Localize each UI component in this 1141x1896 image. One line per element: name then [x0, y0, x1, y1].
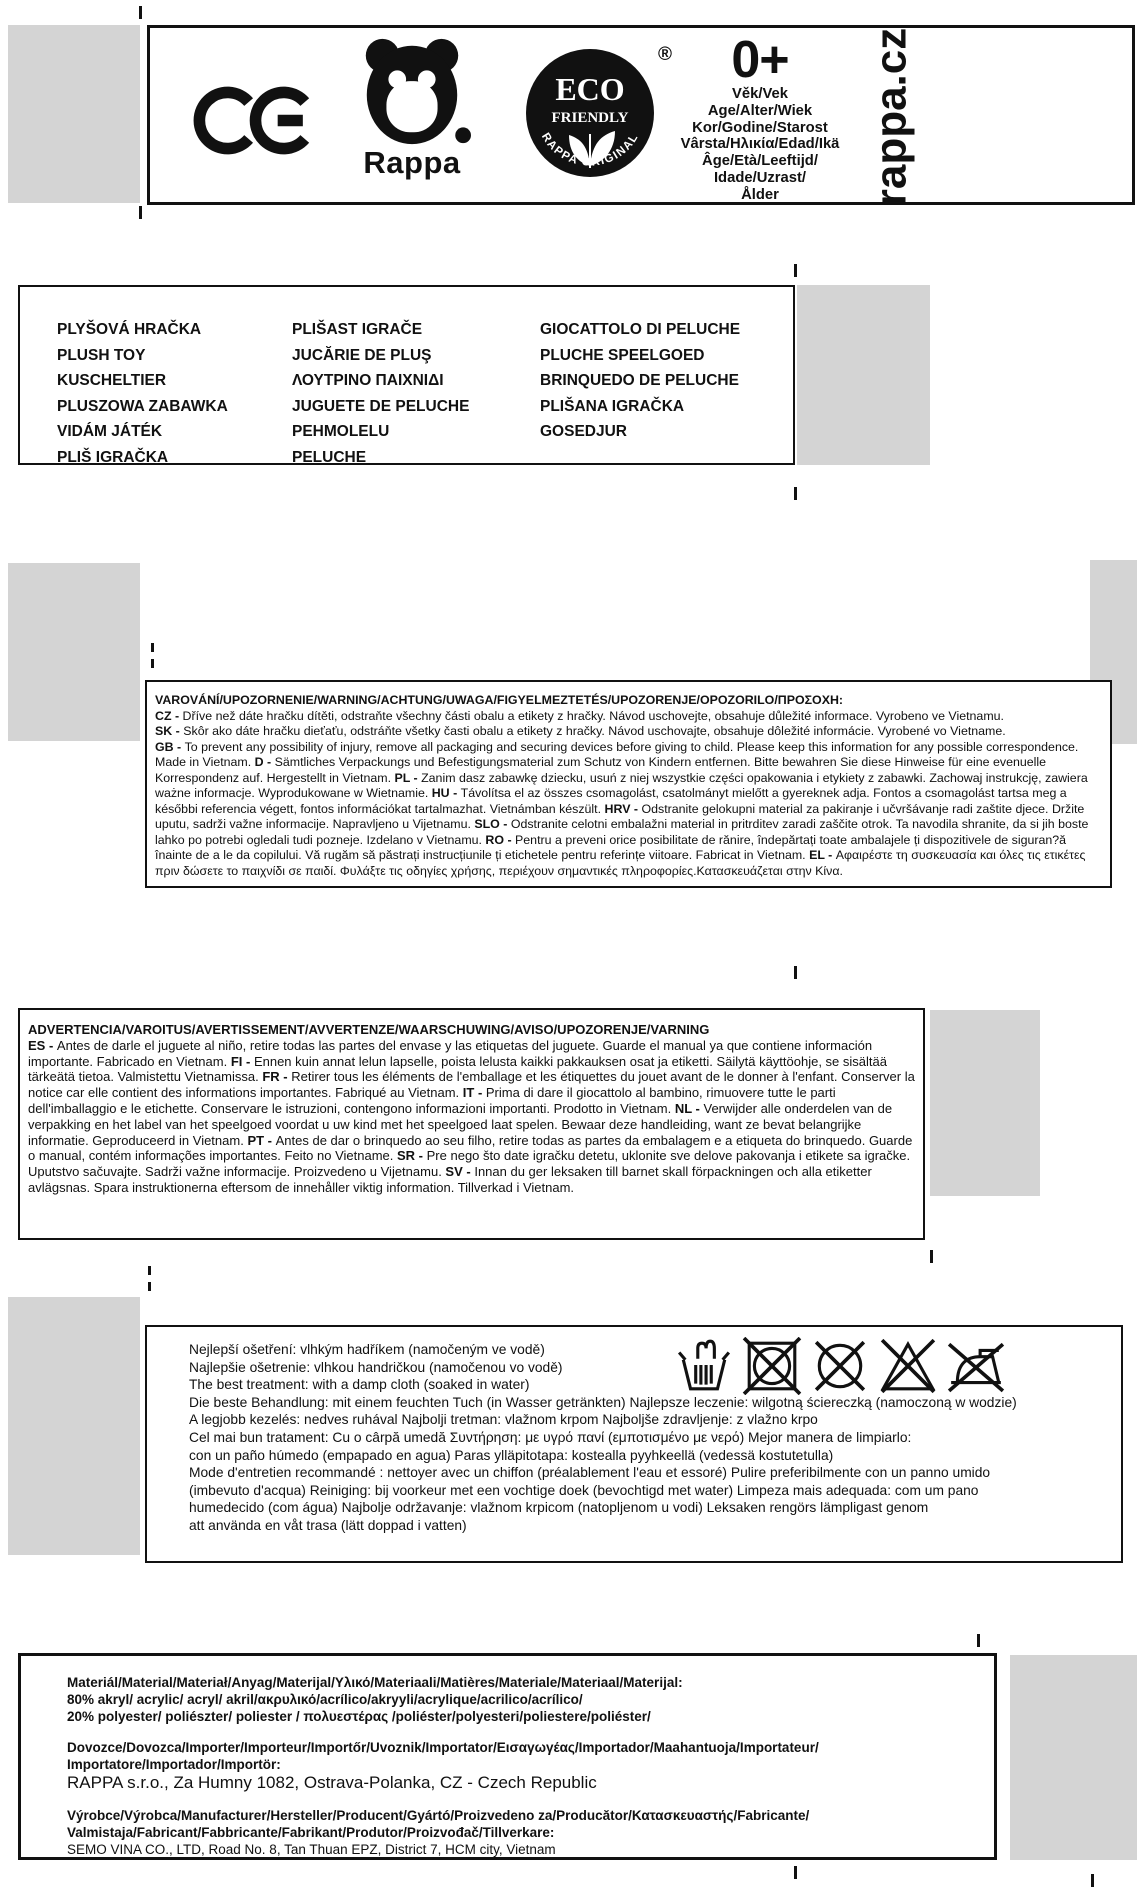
care-instruction-line: con un paño húmedo (empapado en agua) Paras ylläpitotapa: kostealla pyyhkeellä (vedessä kostutetulla)	[189, 1447, 834, 1463]
info-line: 80% akryl/ acrylic/ acryl/ akril/ακρυλικό/acrílico/akryyli/acrylique/acrilico/acrílico/	[67, 1692, 583, 1707]
language-code: GB -	[155, 739, 185, 754]
care-instruction-line: (imbevuto d'acqua) Reiniging: bij voorkeur met een vochtige doek (bevochtigd met water) Limpeza mais adequada: com um pano	[189, 1482, 979, 1498]
info-paragraph	[67, 1841, 994, 1858]
product-names-column-2	[292, 317, 469, 470]
language-code: SV -	[445, 1164, 475, 1180]
product-names-column-1	[57, 317, 228, 470]
info-line: Importatore/Importador/Importör:	[67, 1757, 281, 1772]
crop-mark	[930, 1250, 933, 1263]
product-name: PLUSZOWA ZABAWKA	[57, 397, 228, 415]
brand-name: Rappa	[363, 145, 461, 180]
info-line: 20% polyester/ poliészter/ poliester / πολυεστέρας /poliéster/polyesteri/poliestere/poliéster/	[67, 1709, 651, 1724]
product-names-box	[18, 285, 795, 465]
language-code: SLO -	[474, 817, 511, 831]
registered-trademark-symbol: ®	[658, 44, 672, 65]
language-code: RO -	[485, 832, 516, 847]
age-label-line: Âge/Età/Leeftijd/	[702, 153, 818, 170]
notice-text-segment: Dříve než dáte hračku dítěti, odstraňte všechny části obalu a etikety z hračky. Návod uschovejte, obsahuje důležité informace. Vyrobeno ve Vietnamu.	[182, 708, 1004, 723]
bear-logo-icon	[351, 34, 473, 150]
product-name: VIDÁM JÁTÉK	[57, 423, 163, 440]
age-label-line: Ålder	[741, 186, 779, 203]
notice-text-segment: Prima di dare il giocattolo al bambino, rimuovere tutte le parti dell'imballaggio e le etichette. Conservare le istruzioni, contengono informazioni importanti. Prodotto in Vietnam.	[28, 1085, 836, 1116]
crop-mark	[794, 487, 797, 500]
info-line: Dovozce/Dovozca/Importer/Importeur/Importőr/Uvoznik/Importator/Εισαγωγέας/Importador/Maahantuoja/Importateur/	[67, 1740, 819, 1755]
care-instruction-line: Die beste Behandlung: mit einem feuchten Tuch (in Wasser getränkten) Najlepsze leczenie: wilgotną ściereczką (namoczoną w wodzie)	[189, 1394, 1017, 1410]
notice-text-segment: To prevent any possibility of injury, remove all packaging and securing devices before giving to child. Please keep this information for any possible correspondence. Made in Vietnam.	[155, 739, 1079, 769]
notice-text-segment: Zanim dasz zabawkę dziecku, usuń z niej wszystkie części opakowania i etykiety z zabawki. Zachowaj instrukcję, zawiera ważne informacje. Wyprodukowane w Wietnamie.	[155, 770, 1088, 800]
language-code: CZ -	[155, 708, 183, 723]
notice-text-segment: Pre nego što date igračku detetu, uklonite sve delove pakovanja i etikete sa igračke. Uputstvo sačuvajte. Sadrži važne informacije. Proizvedeno u Vijetnamu.	[28, 1148, 911, 1180]
notice-text-segment: Ennen kuin annat lelun lapselle, poista lelusta kaikki pakkauksen osat ja etiketti. Säilytä käyttöohje, se sisältää tärkeätä tietoa. Valmistettu Vietnamissa.	[28, 1053, 887, 1085]
language-code: HU -	[431, 786, 461, 800]
info-line: Výrobce/Výrobca/Manufacturer/Hersteller/Producent/Gyártó/Proizvedeno za/Producător/Κατασκευαστής/Fabricante/	[67, 1808, 810, 1823]
info-paragraph	[67, 1807, 994, 1841]
notice-text-segment: Odstranite celotni embalažni material in pritrditev zaradi zaščite otrok. Ta navodila shranite, da si jih boste lahko po potrebi ogledali tudi pozneje. Izdelano v Vietnamu.	[155, 817, 1089, 847]
product-names-column-3	[540, 317, 740, 445]
language-code: EL -	[809, 848, 836, 862]
crop-mark	[1091, 1874, 1094, 1887]
care-instruction-line: A legjobb kezelés: nedves ruhával Najbolji tretman: vlažnom krpom Najboljše zdravljenje: z vlažno krpo	[189, 1412, 818, 1428]
info-line: Valmistaja/Fabricant/Fabbricante/Fabrikant/Produtor/Proizvođač/Tillverkare:	[67, 1825, 555, 1840]
notice-text-segment: Pentru a preveni orice posibilitate de rănire, îndepărtați toate ambalajele ți dispozitivele de siguran?ă înainte de a le da copilului. Vă rugăm să păstrați instrucțiunile ți etichetele pentru referințe viitoare. Fabricat in Vietnam.	[155, 832, 1067, 862]
crop-mark	[794, 1866, 797, 1879]
info-line: RAPPA s.r.o., Za Humny 1082, Ostrava-Polanka, CZ - Czech Republic	[67, 1773, 597, 1792]
ce-mark-icon	[178, 68, 328, 178]
grey-panel	[8, 563, 140, 741]
language-code: D -	[254, 755, 275, 769]
care-instruction-line: humedecido (com água) Najbolje održavanje: vlažnom krpicom (natopljenom u vodi) Leksaken rengörs lämpligast genom	[189, 1500, 929, 1516]
crop-mark	[151, 659, 154, 668]
age-value: 0+	[731, 31, 789, 89]
age-label-lines	[674, 86, 846, 204]
care-instruction-line: Najlepšie ošetrenie: vlhkou handričkou (namočenou vo vodě)	[189, 1359, 563, 1375]
product-name: KUSCHELTIER	[57, 372, 167, 389]
product-name: JUGUETE DE PELUCHE	[292, 397, 470, 415]
language-code: IT -	[462, 1085, 486, 1101]
info-line: Materiál/Material/Materiał/Anyag/Materijal/Υλικό/Materiaali/Matières/Materiale/Materiaal/Materijal:	[67, 1675, 683, 1690]
rappa-original-arc-text: RAPPA ORIGINAL	[538, 131, 642, 169]
notice-text-segment: Antes de dar o brinquedo ao seu filho, retire todas as partes da embalagem e a etiqueta do brinquedo. Guarde o manual, contém informações importantes. Feito no Vietname.	[28, 1132, 913, 1164]
age-label-line: Kor/Godine/Starost	[692, 119, 828, 136]
notice-text-segment: Sämtliches Verpackungs und Befestigungsmaterial zum Schutz von Kindern entfernen. Bitte bewahren Sie diese Hinweise für eine evenuelle Korrespondenz auf. Hergestellt in Vietnam.	[155, 755, 1047, 785]
language-code: PT -	[247, 1132, 276, 1148]
product-name: PLIŠAST IGRAČE	[292, 321, 423, 338]
crop-mark	[148, 1266, 151, 1275]
grey-panel	[797, 285, 930, 465]
notice-text-segment: Antes de darle el juguete al niño, retire todas las partes del envase y las etiquetas del juguete. Guarde el manual ya que contiene información importante. Fabricado en Vietnam.	[28, 1037, 873, 1069]
material-importer-manufacturer-box	[18, 1653, 997, 1860]
eco-friendly-badge	[524, 44, 662, 187]
info-paragraphs	[67, 1674, 994, 1858]
header-box	[147, 25, 1135, 205]
advisory-title: ADVERTENCIA/VAROITUS/AVERTISSEMENT/AVVERTENZE/WAARSCHUWING/AVISO/UPOZORENJE/VARNING	[28, 1022, 710, 1037]
info-paragraph	[67, 1739, 994, 1773]
age-label-line: Věk/Vek	[732, 86, 788, 102]
info-paragraph	[67, 1773, 994, 1793]
crop-mark	[139, 206, 142, 219]
product-name: GOSEDJUR	[540, 423, 627, 440]
warning-box	[145, 680, 1112, 888]
language-code: FI -	[230, 1053, 254, 1069]
product-name: PLIŠ IGRAČKA	[57, 448, 169, 466]
language-code: HRV -	[604, 801, 642, 816]
language-code: SK -	[155, 724, 184, 738]
care-instruction-line: Cel mai bun tratament: Cu o cârpă umedă Συντήρηση: με υγρό πανί (εμποτισμένο με νερό) Mejor manera de limpiarlo:	[189, 1429, 912, 1445]
crop-mark	[139, 6, 142, 19]
grey-panel	[930, 1010, 1040, 1196]
notice-text-segment: Innan du ger leksaken till barnet skall förpackningen och alla etiketter avlägsnas. Spara instruktionerna eftersom de innehåller viktig information. Tillverkad i Vietnam.	[28, 1164, 872, 1195]
product-name: PLUCHE SPEELGOED	[540, 346, 705, 364]
friendly-text: FRIENDLY	[551, 110, 629, 126]
age-label-line: Age/Alter/Wiek	[707, 102, 813, 119]
notice-text-segment: Retirer tous les éléments de l'emballage et les étiquettes du jouet avant de le donner à l'enfant. Conserver la notice car elle contient des informations importantes. Fabriqué au Vietnam.	[28, 1069, 915, 1101]
language-code: PL -	[394, 770, 422, 785]
product-name: PLUSH TOY	[57, 346, 146, 364]
care-instruction-line: The best treatment: with a damp cloth (soaked in water)	[189, 1377, 530, 1393]
crop-mark	[977, 1634, 980, 1647]
grey-panel	[8, 1297, 140, 1555]
website-url: rappa.cz	[866, 27, 916, 207]
warning-body	[155, 709, 1100, 880]
notice-text-segment: Verwijder alle onderdelen van de verpakking en het label van het speelgoed voordat u uw kind met het speelgoed laat spelen. Bewaar deze handleiding, want ze bevat belangrijke informatie. Geproduceerd in Vietnam.	[28, 1100, 893, 1148]
age-grading-block	[674, 31, 846, 204]
grey-panel	[8, 25, 140, 203]
advisory-body	[28, 1038, 915, 1196]
eco-text: ECO	[555, 71, 625, 107]
product-name: PLYŠOVÁ HRAČKA	[57, 321, 202, 338]
advisory-box	[18, 1008, 925, 1240]
language-code: SR -	[397, 1148, 427, 1164]
product-name: JUCĂRIE DE PLUŞ	[292, 346, 432, 364]
notice-text-segment: Távolítsa el az összes csomagolást, csatolmányt mielőtt a gyereknek adja. Fontos a csomagolást tartsa meg a későbbi referencia végett, fontos információkat tartalmazhat. Vietnámban készült.	[155, 786, 1067, 816]
language-code: NL -	[674, 1100, 704, 1116]
warning-title: VAROVÁNÍ/UPOZORNENIE/WARNING/ACHTUNG/UWAGA/FIGYELMEZTETÉS/UPOZORENJE/OPOZORILO/ΠΡΟΣΟΧΗ:	[155, 693, 844, 707]
age-label-line: Idade/Uzrast/	[713, 169, 807, 186]
notice-text-segment: Αφαιρέστε τη συσκευασία και όλες τις ετικέτες πριν δώσετε το παιχνίδι σε παιδί. Φυλάξτε τις οδηγίες χρήσης, περιέχουν σημαντικές πληροφορίες.Κατασκευάζεται στην Κίνα.	[155, 848, 1086, 878]
product-name: BRINQUEDO DE PELUCHE	[540, 372, 739, 389]
care-instructions-box	[145, 1325, 1123, 1563]
rappa-logo	[346, 34, 478, 181]
info-paragraph	[67, 1674, 994, 1725]
language-code: FR -	[262, 1069, 292, 1085]
crop-mark	[151, 643, 154, 652]
notice-text-segment: Skôr ako dáte hračku dieťaťu, odstráňte všetky časti obalu a etikety z hračky. Návod uschovajte, obsahuje dôležité informácie. Vyrobené vo Vietname.	[183, 724, 1006, 738]
crop-mark	[794, 966, 797, 979]
care-instruction-line: Mode d'entretien recommandé : nettoyer avec un chiffon (préalablement l'eau et essoré) Pulire preferibilmente con un panno umido	[189, 1465, 991, 1481]
age-label-line: Vârsta/Ηλικία/Edad/Ikä	[680, 136, 840, 153]
crop-mark	[148, 1282, 151, 1291]
care-instruction-line: Nejlepší ošetření: vlhkým hadříkem (namočeným ve vodě)	[189, 1342, 545, 1357]
grey-panel	[1010, 1655, 1137, 1860]
product-name: GIOCATTOLO DI PELUCHE	[540, 321, 741, 338]
product-name: PELUCHE	[292, 448, 367, 466]
product-name: PLIŠANA IGRAČKA	[540, 397, 685, 415]
website-vertical	[850, 27, 932, 207]
notice-text-segment: Odstranite gelokupni material za pakiranje i učvršávanje radi zaštite djece. Držite uputu, sadrži važne informacije. Napravljeno u Vijetnamu.	[155, 801, 1085, 831]
product-name: ΛΟΥΤΡΙΝΟ ΠΑΙΧΝΙΔΙ	[292, 372, 444, 389]
info-line: SEMO VINA CO., LTD, Road No. 8, Tan Thuan EPZ, District 7, HCM city, Vietnam	[67, 1842, 556, 1857]
care-instructions-text	[189, 1341, 1017, 1535]
crop-mark	[794, 264, 797, 277]
product-name: PEHMOLELU	[292, 423, 390, 440]
care-instruction-line: att använda en våt trasa (lätt doppad i vatten)	[189, 1517, 467, 1533]
language-code: ES -	[28, 1037, 57, 1053]
